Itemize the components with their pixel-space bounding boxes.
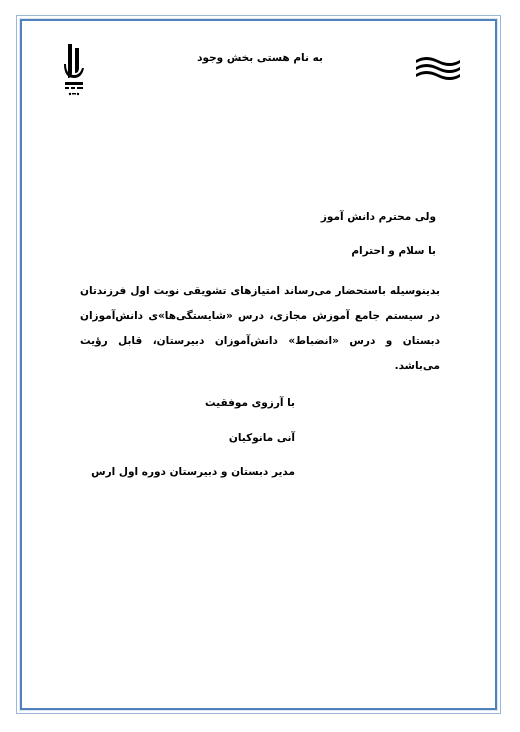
letter-body: بدینوسیله باستحضار می‌رساند امتیازهای تشویقی نوبت اول فرزندتان در سیستم جامع آموزش مجازی، درس «شایستگی‌ها»ی دانش‌آموزان دبستان و درس «انضباط» دانش‌آموزان دبیرستان، قابل رؤیت می‌باشد. — [80, 285, 440, 372]
signer-name: آنی مانوکیان — [228, 432, 295, 444]
closing: با آرزوی موفقیت — [205, 397, 295, 409]
signer-title: مدیر دبستان و دبیرستان دوره اول ارس — [91, 466, 295, 478]
ara-school-logo-icon — [62, 42, 86, 98]
wave-stripes-logo-icon — [412, 52, 464, 86]
header-title: به نام هستی بخش وجود — [197, 52, 323, 64]
salutation: ولی محترم دانش آموز — [320, 211, 436, 223]
greeting: با سلام و احترام — [351, 245, 436, 257]
